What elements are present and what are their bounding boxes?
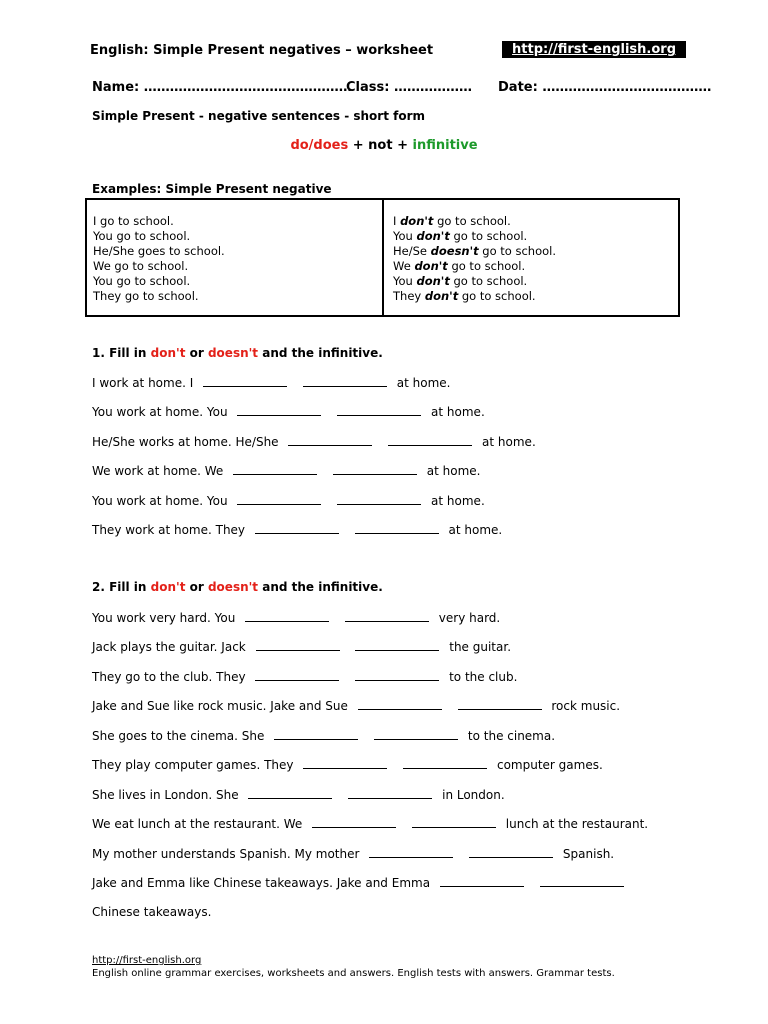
exercise-line xyxy=(92,639,511,654)
exercise-prompt: You work at home. You xyxy=(92,494,228,508)
answer-blank-aux[interactable] xyxy=(233,463,317,475)
examples-divider xyxy=(382,200,384,315)
exercise-prompt: You work at home. You xyxy=(92,405,228,419)
exercise-ending: at home. xyxy=(426,464,481,478)
exercise-prompt: She goes to the cinema. She xyxy=(92,729,265,743)
example-rest: go to school. xyxy=(451,259,526,273)
exercise-line xyxy=(92,875,630,890)
example-negative xyxy=(393,289,556,304)
example-subject: You xyxy=(393,274,413,288)
example-positive: We go to school. xyxy=(93,259,189,273)
worksheet-title: English: Simple Present negatives – worksheet xyxy=(90,43,434,58)
exercise-prompt: My mother understands Spanish. My mother xyxy=(92,847,360,861)
section-1-dont: don't xyxy=(150,346,186,360)
exercise-ending: computer games. xyxy=(496,758,603,772)
exercise-prompt: They go to the club. They xyxy=(92,670,246,684)
section-2-number: 2. Fill in xyxy=(92,580,151,594)
formula-infinitive: infinitive xyxy=(412,138,478,153)
section-2-or: or xyxy=(185,580,208,594)
example-subject: We xyxy=(393,259,411,273)
exercise-line xyxy=(92,816,648,831)
class-field: Class: ……………… xyxy=(346,80,472,95)
exercise-ending: at home. xyxy=(431,494,485,508)
exercise-prompt: Jake and Sue like rock music. Jake and Sue xyxy=(92,699,348,713)
answer-blank-aux[interactable] xyxy=(312,816,396,828)
answer-blank-verb[interactable] xyxy=(303,375,387,387)
answer-blank-aux[interactable] xyxy=(203,375,287,387)
answer-blank-aux[interactable] xyxy=(274,728,358,740)
exercise-line xyxy=(92,375,450,390)
example-aux: don't xyxy=(400,214,434,228)
examples-negative-column xyxy=(393,214,556,304)
exercise-prompt: Jack plays the guitar. Jack xyxy=(92,640,246,654)
exercise-line xyxy=(92,728,555,743)
exercise-line xyxy=(92,493,485,508)
exercise-ending: rock music. xyxy=(551,699,621,713)
example-positive: They go to school. xyxy=(93,289,199,303)
answer-blank-verb[interactable] xyxy=(374,728,458,740)
exercise-prompt: Jake and Emma like Chinese takeaways. Jake and Emma xyxy=(92,876,431,890)
exercise-prompt: I work at home. I xyxy=(92,376,194,390)
answer-blank-aux[interactable] xyxy=(256,639,340,651)
exercise-line xyxy=(92,669,517,684)
exercise-line xyxy=(92,610,500,625)
example-positive: He/She goes to school. xyxy=(93,244,225,258)
site-link[interactable]: http://first-english.org xyxy=(502,41,686,58)
example-negative xyxy=(393,274,556,289)
example-negative xyxy=(393,244,556,259)
example-subject: I xyxy=(393,214,397,228)
exercise-ending: the guitar. xyxy=(449,640,512,654)
exercise-continuation: Chinese takeaways. xyxy=(92,905,212,919)
example-rest: go to school. xyxy=(453,274,528,288)
exercise-line xyxy=(92,404,485,419)
exercise-ending: at home. xyxy=(482,435,536,449)
section-1-number: 1. Fill in xyxy=(92,346,151,360)
exercise-ending: at home. xyxy=(396,376,451,390)
example-aux: don't xyxy=(416,274,450,288)
answer-blank-aux[interactable] xyxy=(237,493,321,505)
example-rest: go to school. xyxy=(482,244,556,258)
answer-blank-aux[interactable] xyxy=(358,698,442,710)
footer-link[interactable]: http://first-english.org xyxy=(92,955,202,966)
example-positive: I go to school. xyxy=(93,214,174,228)
answer-blank-aux[interactable] xyxy=(255,669,339,681)
exercise-ending: to the cinema. xyxy=(467,729,556,743)
exercise-ending: to the club. xyxy=(449,670,518,684)
answer-blank-aux[interactable] xyxy=(255,522,339,534)
grammar-formula xyxy=(0,138,768,153)
answer-blank-verb[interactable] xyxy=(337,404,421,416)
exercise-ending: lunch at the restaurant. xyxy=(505,817,649,831)
example-aux: don't xyxy=(416,229,450,243)
exercise-line xyxy=(92,522,502,537)
exercise-prompt: We work at home. We xyxy=(92,464,224,478)
example-rest: go to school. xyxy=(437,214,511,228)
formula-do-does: do/does xyxy=(290,138,349,153)
exercise-prompt: They work at home. They xyxy=(92,523,246,537)
answer-blank-verb[interactable] xyxy=(345,610,429,622)
footer-text: English online grammar exercises, worksheets and answers. English tests with answers. Grammar tests. xyxy=(92,968,615,979)
answer-blank-verb[interactable] xyxy=(355,669,439,681)
worksheet-header xyxy=(90,43,686,63)
name-field: Name: ………………………………………… xyxy=(92,80,352,95)
exercise-prompt: They play computer games. They xyxy=(92,758,294,772)
exercise-prompt: You work very hard. You xyxy=(92,611,236,625)
example-positive: You go to school. xyxy=(93,229,191,243)
example-aux: doesn't xyxy=(430,244,479,258)
date-field: Date: ………………………………… xyxy=(498,80,712,95)
exercise-line xyxy=(92,846,614,861)
answer-blank-verb[interactable] xyxy=(355,522,439,534)
exercise-prompt: He/She works at home. He/She xyxy=(92,435,279,449)
exercise-line xyxy=(92,698,620,713)
section-2-tail: and the infinitive. xyxy=(258,580,383,594)
answer-blank-verb[interactable] xyxy=(333,463,417,475)
section-2-doesnt: doesn't xyxy=(207,580,259,594)
examples-title: Examples: Simple Present negative xyxy=(92,182,332,196)
exercise-line xyxy=(92,757,603,772)
answer-blank-verb[interactable] xyxy=(337,493,421,505)
exercise-line xyxy=(92,463,480,478)
formula-not: + not + xyxy=(348,138,413,153)
section-2-title xyxy=(92,580,383,594)
example-rest: go to school. xyxy=(453,229,528,243)
answer-blank-verb[interactable] xyxy=(348,787,432,799)
answer-blank-aux[interactable] xyxy=(288,434,372,446)
example-aux: don't xyxy=(424,289,459,303)
section-1-or: or xyxy=(185,346,208,360)
section-1-tail: and the infinitive. xyxy=(258,346,383,360)
example-subject: He/Se xyxy=(393,244,427,258)
exercise-ending: very hard. xyxy=(438,611,501,625)
exercise-ending: in London. xyxy=(442,788,505,802)
answer-blank-aux[interactable] xyxy=(440,875,524,887)
exercise-ending: at home. xyxy=(448,523,503,537)
example-subject: They xyxy=(393,289,422,303)
answer-blank-aux[interactable] xyxy=(237,404,321,416)
example-aux: don't xyxy=(414,259,448,273)
example-rest: go to school. xyxy=(461,289,536,303)
exercise-prompt: We eat lunch at the restaurant. We xyxy=(92,817,303,831)
exercise-line xyxy=(92,787,505,802)
exercise-ending: at home. xyxy=(431,405,485,419)
section-2-dont: don't xyxy=(150,580,186,594)
section-1-doesnt: doesn't xyxy=(207,346,259,360)
example-negative xyxy=(393,259,556,274)
answer-blank-verb[interactable] xyxy=(403,757,487,769)
example-positive: You go to school. xyxy=(93,274,191,288)
answer-blank-aux[interactable] xyxy=(248,787,332,799)
answer-blank-aux[interactable] xyxy=(303,757,387,769)
answer-blank-verb[interactable] xyxy=(458,698,542,710)
answer-blank-verb[interactable] xyxy=(355,639,439,651)
exercise-prompt: She lives in London. She xyxy=(92,788,239,802)
exercise-ending: Spanish. xyxy=(562,847,615,861)
example-negative xyxy=(393,214,556,229)
example-subject: You xyxy=(393,229,413,243)
worksheet-subtitle: Simple Present - negative sentences - short form xyxy=(92,109,426,123)
answer-blank-aux[interactable] xyxy=(245,610,329,622)
answer-blank-verb[interactable] xyxy=(388,434,472,446)
answer-blank-verb[interactable] xyxy=(469,846,553,858)
section-1-title xyxy=(92,346,383,360)
examples-table xyxy=(85,198,680,317)
answer-blank-aux[interactable] xyxy=(369,846,453,858)
answer-blank-verb[interactable] xyxy=(540,875,624,887)
exercise-line xyxy=(92,434,536,449)
example-negative xyxy=(393,229,556,244)
examples-positive-column xyxy=(93,214,225,304)
answer-blank-verb[interactable] xyxy=(412,816,496,828)
